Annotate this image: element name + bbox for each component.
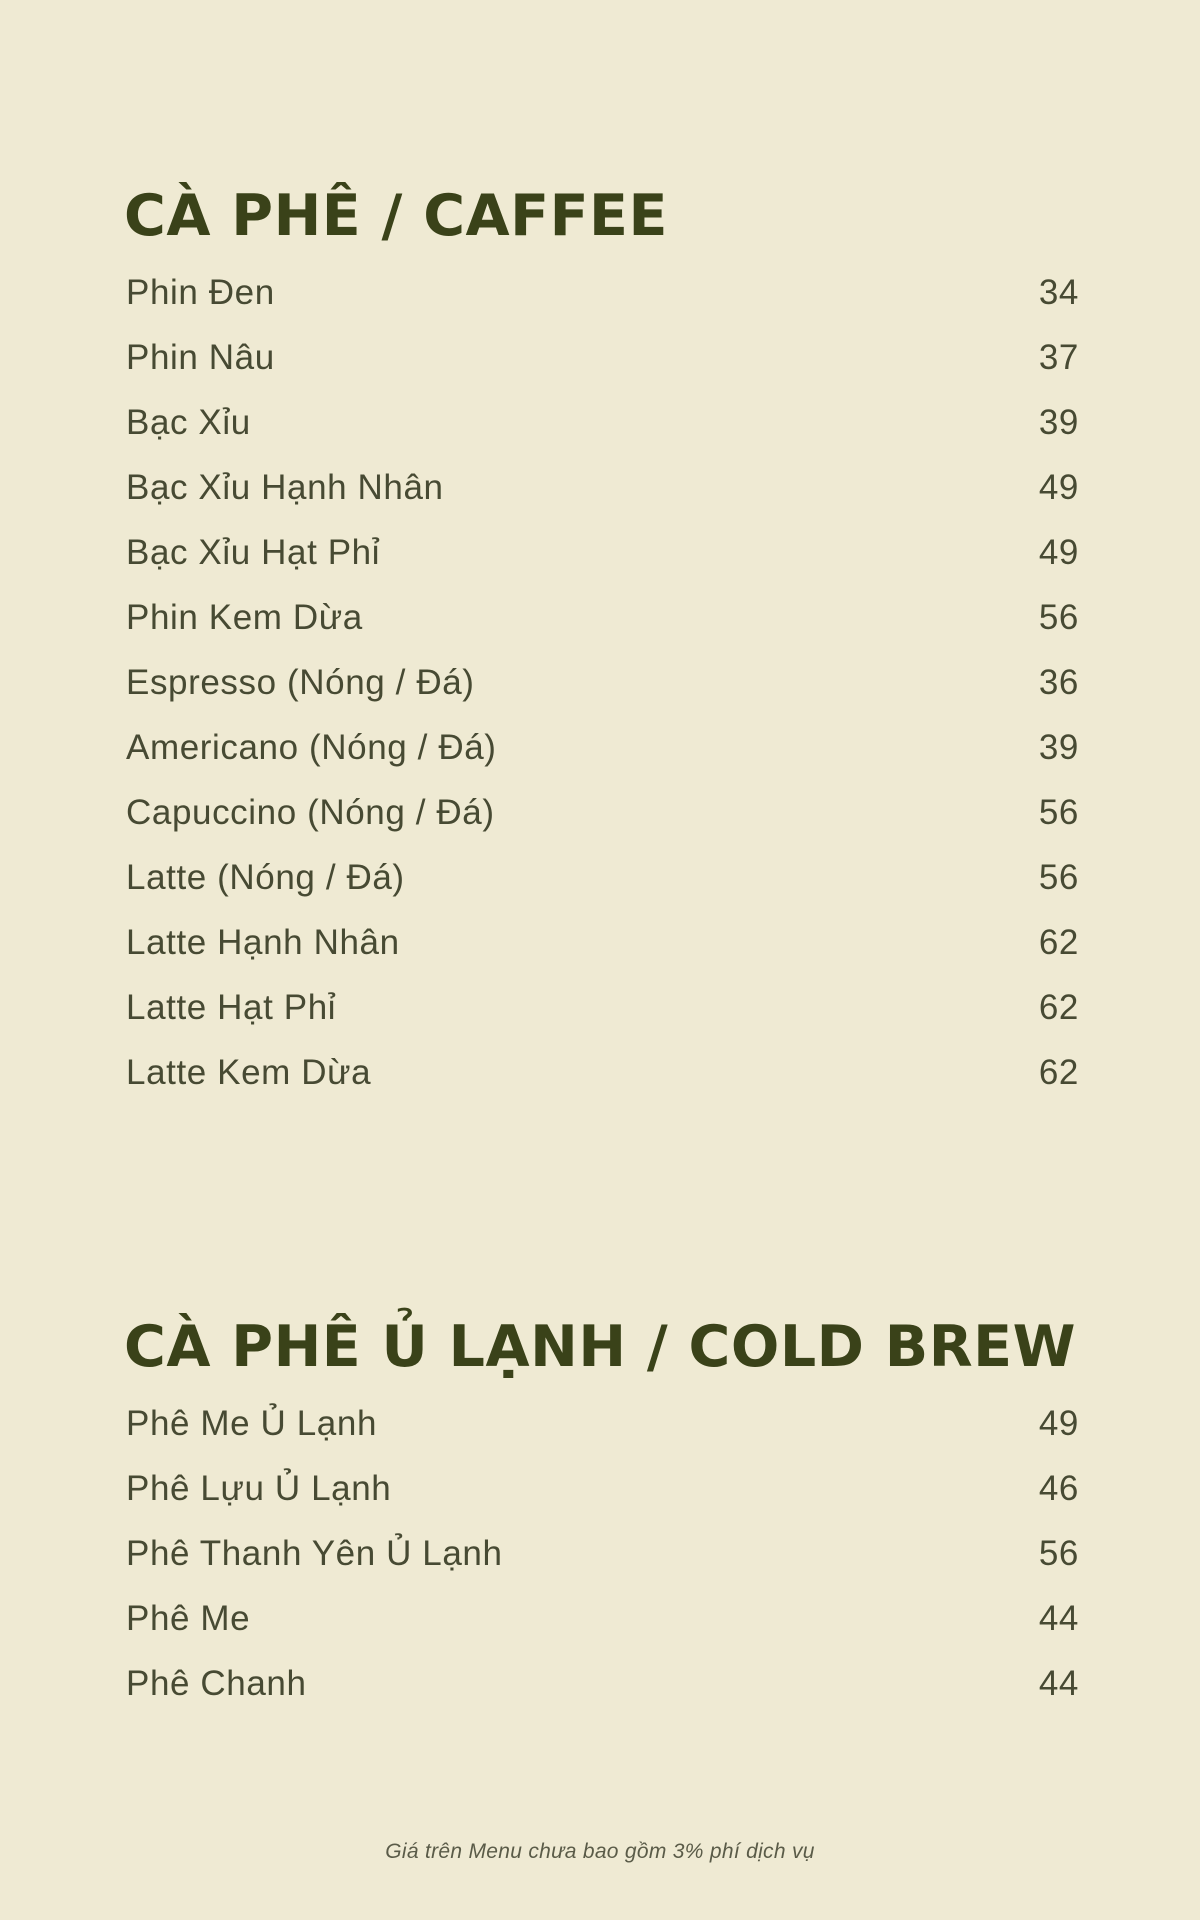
item-name: Espresso (Nóng / Đá): [126, 662, 475, 702]
item-name: Phin Đen: [126, 272, 275, 312]
item-name: Phin Kem Dừa: [126, 597, 363, 637]
menu-item: [124, 715, 1079, 780]
item-price: 49: [1038, 1403, 1079, 1443]
item-price: 62: [1038, 987, 1079, 1027]
menu-item: [124, 1391, 1079, 1456]
item-name: Latte Hạt Phỉ: [126, 987, 337, 1027]
item-price: 34: [1038, 272, 1079, 312]
item-name: Bạc Xỉu Hạnh Nhân: [126, 467, 444, 507]
menu-item: [124, 390, 1079, 455]
item-name: Capuccino (Nóng / Đá): [126, 792, 495, 832]
coffee-item-list: [124, 260, 1079, 1105]
section-coffee: [124, 180, 1079, 1105]
item-name: Bạc Xỉu: [126, 402, 251, 442]
menu-item: [124, 780, 1079, 845]
section-title-cold-brew: CÀ PHÊ Ủ LẠNH / COLD BREW: [124, 1314, 1076, 1380]
item-price: 56: [1038, 597, 1079, 637]
item-name: Phê Chanh: [126, 1663, 307, 1703]
item-name: Phê Me: [126, 1598, 251, 1638]
menu-item: [124, 975, 1079, 1040]
cold-brew-item-list: [124, 1391, 1079, 1716]
item-price: 56: [1038, 792, 1079, 832]
item-price: 44: [1038, 1598, 1079, 1638]
section-title-coffee: CÀ PHÊ / CAFFEE: [124, 183, 668, 249]
section-cold-brew: [124, 1311, 1079, 1716]
item-price: 49: [1038, 467, 1079, 507]
menu-item: [124, 325, 1079, 390]
item-price: 56: [1038, 1533, 1079, 1573]
item-name: Latte (Nóng / Đá): [126, 857, 405, 897]
item-name: Phê Me Ủ Lạnh: [126, 1403, 378, 1443]
item-price: 37: [1038, 337, 1079, 377]
item-price: 49: [1038, 532, 1079, 572]
menu-item: [124, 1521, 1079, 1586]
menu-item: [124, 1586, 1079, 1651]
item-name: Bạc Xỉu Hạt Phỉ: [126, 532, 381, 572]
menu-item: [124, 585, 1079, 650]
item-price: 56: [1038, 857, 1079, 897]
item-price: 44: [1038, 1663, 1079, 1703]
item-name: Latte Hạnh Nhân: [126, 922, 400, 962]
item-name: Americano (Nóng / Đá): [126, 727, 497, 767]
menu-item: [124, 650, 1079, 715]
item-name: Latte Kem Dừa: [126, 1052, 372, 1092]
item-price: 46: [1038, 1468, 1079, 1508]
item-price: 36: [1038, 662, 1079, 702]
menu-item: [124, 455, 1079, 520]
item-price: 62: [1038, 922, 1079, 962]
item-name: Phin Nâu: [126, 337, 275, 377]
item-price: 39: [1038, 727, 1079, 767]
menu-item: [124, 910, 1079, 975]
item-name: Phê Lựu Ủ Lạnh: [126, 1468, 392, 1508]
menu-item: [124, 1651, 1079, 1716]
service-fee-note: Giá trên Menu chưa bao gồm 3% phí dịch vụ: [385, 1840, 815, 1863]
menu-item: [124, 520, 1079, 585]
item-price: 62: [1038, 1052, 1079, 1092]
menu-item: [124, 845, 1079, 910]
menu-item: [124, 1040, 1079, 1105]
menu-item: [124, 1456, 1079, 1521]
menu-item: [124, 260, 1079, 325]
item-name: Phê Thanh Yên Ủ Lạnh: [126, 1533, 503, 1573]
item-price: 39: [1038, 402, 1079, 442]
